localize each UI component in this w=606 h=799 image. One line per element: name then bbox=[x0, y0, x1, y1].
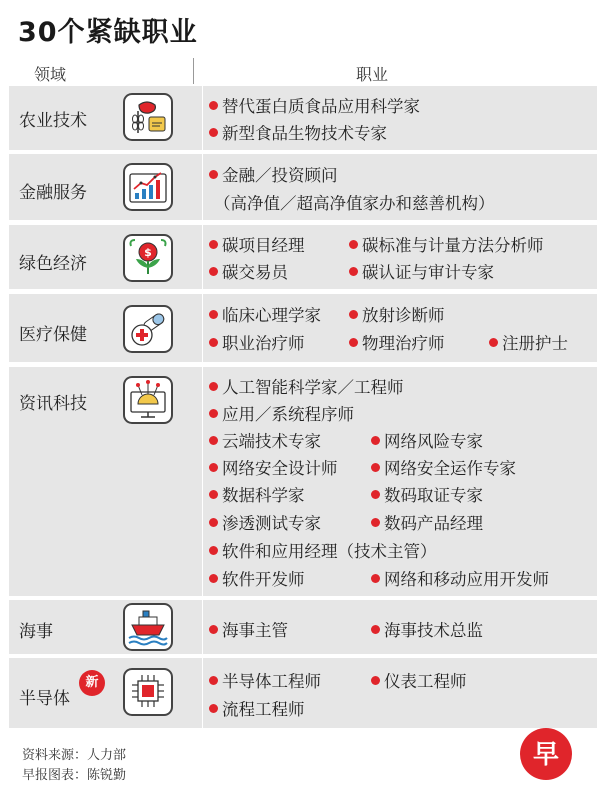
header-field: 领域 bbox=[34, 65, 67, 84]
svg-text:$: $ bbox=[144, 246, 152, 259]
credit-note: 早报图表：陈锐勤 bbox=[22, 768, 127, 783]
job-item: 半导体工程师 bbox=[209, 668, 321, 692]
category-row-infotech bbox=[9, 367, 597, 596]
job-item: 人工智能科学家／工程师 bbox=[209, 374, 404, 398]
job-item: 软件开发师 bbox=[209, 566, 305, 590]
category-row-maritime bbox=[9, 600, 597, 654]
job-item: 碳认证与审计专家 bbox=[349, 259, 494, 283]
category-label: 海事 bbox=[19, 622, 53, 642]
svg-text:早: 早 bbox=[532, 740, 560, 770]
job-item: 金融／投资顾问 bbox=[209, 162, 338, 186]
category-label: 医疗保健 bbox=[19, 325, 87, 345]
new-badge: 新 bbox=[79, 670, 105, 696]
job-item: 碳项目经理 bbox=[209, 232, 305, 256]
job-item: 软件和应用经理（技术主管） bbox=[209, 538, 437, 562]
category-label: 资讯科技 bbox=[19, 394, 87, 414]
job-item: 新型食品生物技术专家 bbox=[209, 120, 387, 144]
category-row-healthcare bbox=[9, 294, 597, 362]
job-item: 碳标准与计量方法分析师 bbox=[349, 232, 544, 256]
job-item: 网络和移动应用开发师 bbox=[371, 566, 549, 590]
job-item: 替代蛋白质食品应用科学家 bbox=[209, 93, 420, 117]
zaobao-logo bbox=[520, 728, 572, 780]
category-row-finance bbox=[9, 154, 597, 220]
job-item: 数据科学家 bbox=[209, 482, 305, 506]
job-item: 应用／系统程序师 bbox=[209, 401, 354, 425]
computer-network-icon bbox=[123, 376, 173, 424]
meat-wheat-icon bbox=[123, 93, 173, 141]
money-plant-icon bbox=[123, 234, 173, 282]
job-item: 云端技术专家 bbox=[209, 428, 321, 452]
job-item: 网络安全运作专家 bbox=[371, 455, 516, 479]
growth-chart-icon bbox=[123, 163, 173, 211]
category-row-semiconductor bbox=[9, 658, 597, 728]
job-item: 网络安全设计师 bbox=[209, 455, 338, 479]
job-item: 物理治疗师 bbox=[349, 330, 445, 354]
job-item: 流程工程师 bbox=[209, 696, 305, 720]
category-label: 半导体 bbox=[19, 689, 70, 709]
category-label: 绿色经济 bbox=[19, 254, 87, 274]
source-note: 资料来源：人力部 bbox=[22, 748, 127, 763]
ship-icon bbox=[123, 603, 173, 651]
job-item: 碳交易员 bbox=[209, 259, 288, 283]
header-divider bbox=[193, 58, 194, 84]
job-item: 网络风险专家 bbox=[371, 428, 483, 452]
category-row-green-economy bbox=[9, 225, 597, 289]
category-label: 农业技术 bbox=[19, 111, 87, 131]
job-item: 注册护士 bbox=[489, 330, 568, 354]
category-row-agritech bbox=[9, 86, 597, 150]
job-item: 海事主管 bbox=[209, 617, 288, 641]
job-item: 临床心理学家 bbox=[209, 302, 321, 326]
job-item: 放射诊断师 bbox=[349, 302, 445, 326]
job-item: 海事技术总监 bbox=[371, 617, 483, 641]
page-title: 30个紧缺职业 bbox=[18, 17, 198, 48]
category-label: 金融服务 bbox=[19, 183, 87, 203]
chip-icon bbox=[123, 668, 173, 716]
job-item: 职业治疗师 bbox=[209, 330, 305, 354]
job-note: （高净值／超高净值家办和慈善机构） bbox=[214, 194, 495, 213]
job-item: 数码产品经理 bbox=[371, 510, 483, 534]
job-item: 数码取证专家 bbox=[371, 482, 483, 506]
job-item: 渗透测试专家 bbox=[209, 510, 321, 534]
header-jobs: 职业 bbox=[356, 65, 389, 84]
job-item: 仪表工程师 bbox=[371, 668, 467, 692]
medicine-pill-icon bbox=[123, 305, 173, 353]
